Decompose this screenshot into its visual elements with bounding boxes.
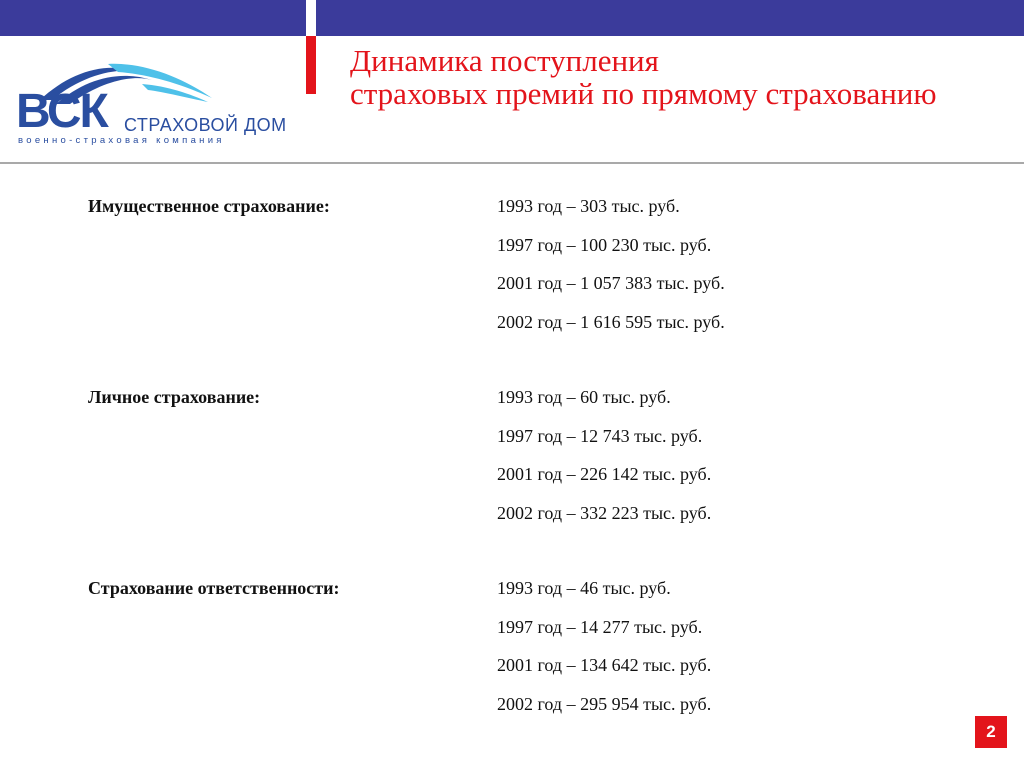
list-item: 1993 год – 303 тыс. руб. bbox=[497, 196, 680, 216]
list-item: 2002 год – 1 616 595 тыс. руб. bbox=[497, 311, 725, 332]
list-item: 1997 год – 14 277 тыс. руб. bbox=[497, 616, 703, 637]
section-entries-liability bbox=[497, 578, 711, 732]
list-item: 1997 год – 12 743 тыс. руб. bbox=[497, 425, 703, 446]
list-item: 2001 год – 226 142 тыс. руб. bbox=[497, 464, 712, 484]
list-item: 2001 год – 1 057 383 тыс. руб. bbox=[497, 273, 725, 293]
header-bar-right bbox=[316, 0, 1024, 36]
list-item: 2002 год – 295 954 тыс. руб. bbox=[497, 693, 712, 714]
page-number-badge: 2 bbox=[975, 716, 1007, 748]
list-item: 1993 год – 46 тыс. руб. bbox=[497, 578, 671, 598]
list-item: 2001 год – 134 642 тыс. руб. bbox=[497, 655, 712, 675]
list-item: 2002 год – 332 223 тыс. руб. bbox=[497, 502, 712, 523]
section-entries-property bbox=[497, 196, 725, 350]
logo-company-name: СТРАХОВОЙ ДОМ bbox=[124, 115, 287, 135]
company-logo bbox=[12, 54, 302, 150]
slide-title bbox=[350, 44, 937, 110]
header-divider bbox=[0, 162, 1024, 164]
section-entries-personal bbox=[497, 387, 711, 541]
logo-tagline: военно-страховая компания bbox=[18, 135, 225, 146]
title-line-1: Динамика поступления bbox=[350, 43, 659, 78]
logo-letters: ВСК bbox=[16, 85, 107, 138]
list-item: 1997 год – 100 230 тыс. руб. bbox=[497, 234, 712, 255]
list-item: 1993 год – 60 тыс. руб. bbox=[497, 387, 671, 407]
section-label-property: Имущественное страхование: bbox=[88, 196, 330, 216]
title-line-2: страховых премий по прямому страхованию bbox=[350, 76, 937, 111]
header-bar-left bbox=[0, 0, 306, 36]
red-accent-stripe bbox=[306, 36, 316, 94]
section-label-liability: Страхование ответственности: bbox=[88, 578, 340, 598]
section-label-personal: Личное страхование: bbox=[88, 387, 261, 407]
